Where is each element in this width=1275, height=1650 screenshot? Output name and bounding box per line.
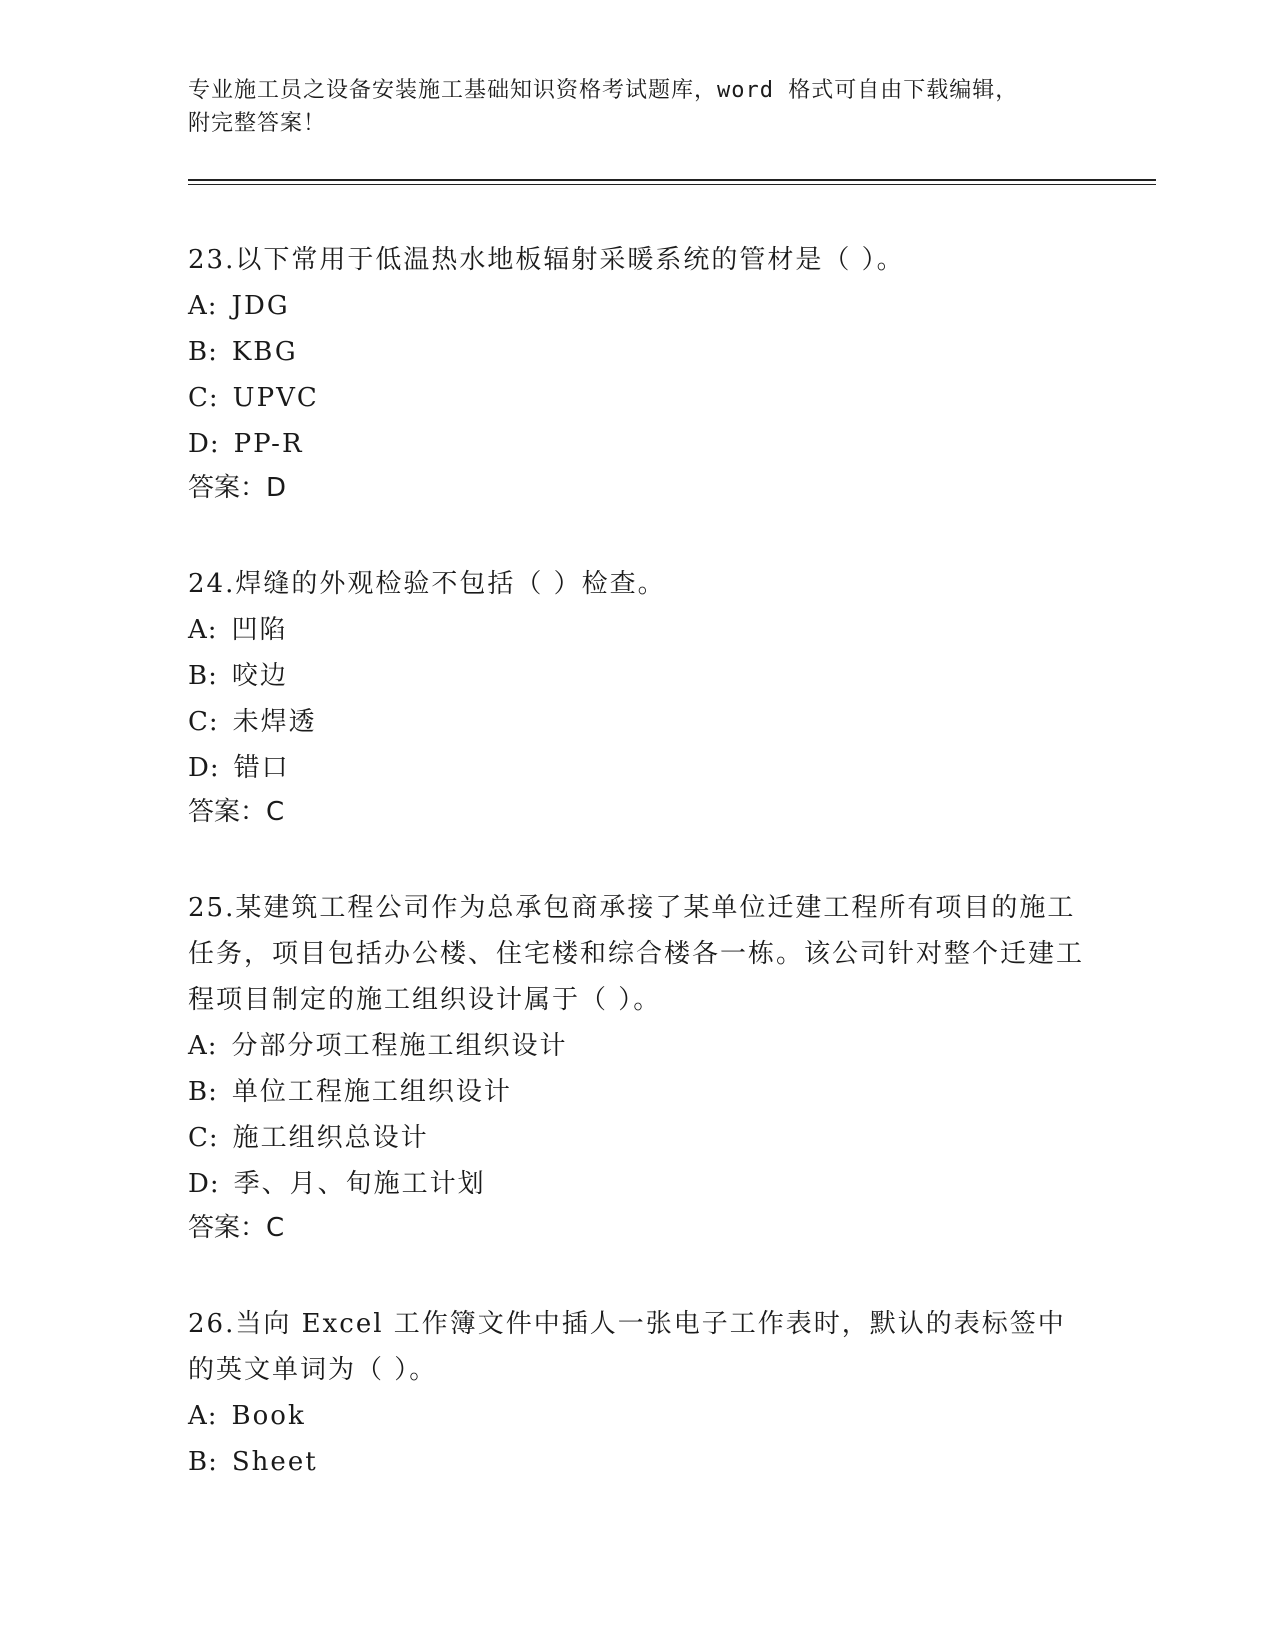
- header-divider-thin: [188, 184, 1156, 185]
- question-26: [188, 1301, 1088, 1485]
- option-a: [188, 283, 1088, 329]
- option-text: Book: [231, 1401, 306, 1431]
- option-text: 施工组织总设计: [232, 1123, 429, 1153]
- option-d: [188, 421, 1088, 467]
- option-key: C:: [188, 1123, 219, 1153]
- option-text: 未焊透: [232, 707, 317, 737]
- option-text: UPVC: [232, 383, 319, 413]
- answer-text: 答案：C: [188, 1213, 285, 1243]
- option-b: [188, 329, 1088, 375]
- question-list: [188, 237, 1088, 1537]
- option-key: A:: [188, 1401, 218, 1431]
- option-c: [188, 699, 1088, 745]
- option-key: C:: [188, 707, 219, 737]
- option-b: [188, 1069, 1088, 1115]
- option-text: 分部分项工程施工组织设计: [231, 1031, 568, 1061]
- option-text: 咬边: [231, 661, 288, 691]
- option-text: PP-R: [233, 429, 304, 459]
- answer-text: 答案：D: [188, 473, 287, 503]
- question-stem: 24.焊缝的外观检验不包括（ ）检查。: [188, 569, 666, 599]
- option-d: [188, 745, 1088, 791]
- option-key: D:: [188, 429, 220, 459]
- option-text: Sheet: [231, 1447, 318, 1477]
- answer-text: 答案：C: [188, 797, 285, 827]
- question-stem: 25.某建筑工程公司作为总承包商承接了某单位迁建工程所有项目的施工任务，项目包括办公楼、住宅楼和综合楼各一栋。该公司针对整个迁建工程项目制定的施工组织设计属于（ ）。: [188, 893, 1085, 1015]
- question-stem: 23.以下常用于低温热水地板辐射采暖系统的管材是（ ）。: [188, 245, 905, 275]
- option-text: JDG: [231, 291, 290, 321]
- option-key: A:: [188, 1031, 218, 1061]
- option-key: B:: [188, 1077, 218, 1107]
- option-key: B:: [188, 661, 218, 691]
- option-text: 错口: [233, 753, 290, 783]
- option-text: KBG: [231, 337, 298, 367]
- header-divider-thick: [188, 179, 1156, 181]
- option-key: A:: [188, 615, 218, 645]
- question-25: [188, 885, 1088, 1249]
- option-key: D:: [188, 1169, 220, 1199]
- option-c: [188, 1115, 1088, 1161]
- option-c: [188, 375, 1088, 421]
- header-line-2: 附完整答案！: [188, 111, 327, 136]
- option-key: C:: [188, 383, 219, 413]
- option-key: A:: [188, 291, 218, 321]
- option-key: D:: [188, 753, 220, 783]
- option-key: B:: [188, 1447, 218, 1477]
- option-a: [188, 607, 1088, 653]
- question-stem: 26.当向 Excel 工作簿文件中插人一张电子工作表时，默认的表标签中的英文单词为（ ）。: [188, 1309, 1066, 1385]
- question-23: [188, 237, 1088, 509]
- document-header: [188, 74, 1088, 140]
- option-text: 单位工程施工组织设计: [231, 1077, 512, 1107]
- header-line-1: 专业施工员之设备安装施工基础知识资格考试题库，word 格式可自由下载编辑，: [188, 78, 1019, 103]
- option-b: [188, 653, 1088, 699]
- option-b: [188, 1439, 1088, 1485]
- option-text: 季、月、旬施工计划: [233, 1169, 486, 1199]
- option-a: [188, 1023, 1088, 1069]
- option-text: 凹陷: [231, 615, 288, 645]
- option-key: B:: [188, 337, 218, 367]
- option-a: [188, 1393, 1088, 1439]
- question-24: [188, 561, 1088, 833]
- option-d: [188, 1161, 1088, 1207]
